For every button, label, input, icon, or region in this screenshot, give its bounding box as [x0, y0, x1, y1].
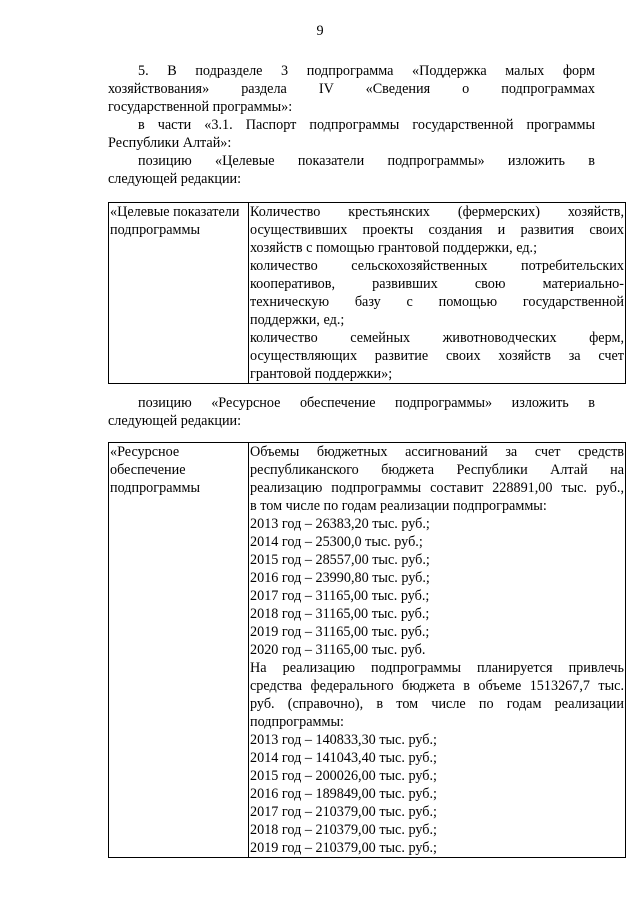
resources-line: в том числе по годам реализации подпрограммы: [250, 498, 547, 514]
resources-federal-year-line: 2013 год – 140833,30 тыс. руб.; [250, 732, 437, 748]
resources-year-line: 2019 год – 31165,00 тыс. руб.; [250, 624, 430, 640]
targets-value-cell [249, 203, 626, 384]
item5-line-2: хозяйствования» раздела IV «Сведения о подпрограммах [108, 81, 595, 97]
resources-line: На реализацию подпрограммы планируется привлечь [250, 660, 624, 676]
item5-line-1: 5. В подразделе 3 подпрограмма «Поддержка малых форм [138, 63, 595, 79]
resources-federal-year-line: 2018 год – 210379,00 тыс. руб.; [250, 822, 437, 838]
item5-paragraph [108, 62, 595, 116]
targets-label-cell [109, 203, 249, 384]
resources-label-cell [109, 443, 249, 858]
resources-federal-year-line: 2014 год – 141043,40 тыс. руб.; [250, 750, 437, 766]
resources-line: реализацию подпрограммы составит 228891,00 тыс. руб., [250, 480, 624, 496]
position-resources-line-2: следующей редакции: [108, 413, 242, 429]
targets-line: техническую базу с помощью государственной [250, 294, 624, 310]
part-paragraph [108, 116, 595, 152]
resources-year-line: 2014 год – 25300,0 тыс. руб.; [250, 534, 423, 550]
resources-federal-year-line: 2017 год – 210379,00 тыс. руб.; [250, 804, 437, 820]
targets-table [108, 202, 626, 384]
resources-line: подпрограммы: [250, 714, 344, 730]
position-resources-paragraph [108, 394, 595, 430]
targets-line: грантовой поддержки»; [250, 366, 393, 382]
targets-line: осуществляющих развитие своих хозяйств за счет [250, 348, 624, 364]
resources-label-line: «Ресурсное [110, 444, 180, 460]
targets-line: количество сельскохозяйственных потребительских [250, 258, 624, 274]
resources-year-line: 2013 год – 26383,20 тыс. руб.; [250, 516, 430, 532]
targets-line: поддержки, ед.; [250, 312, 345, 328]
position-targets-line-1: позицию «Целевые показатели подпрограммы» изложить в [138, 153, 595, 169]
page-number: 9 [316, 23, 324, 39]
resources-label-line: подпрограммы [110, 480, 200, 496]
targets-line: Количество крестьянских (фермерских) хозяйств, [250, 204, 624, 220]
resources-federal-year-line: 2015 год – 200026,00 тыс. руб.; [250, 768, 437, 784]
resources-federal-year-line: 2016 год – 189849,00 тыс. руб.; [250, 786, 437, 802]
resources-table-row [109, 443, 626, 858]
resources-line: Объемы бюджетных ассигнований за счет средств [250, 444, 624, 460]
part-line-1: в части «3.1. Паспорт подпрограммы государственной программы [138, 117, 595, 133]
targets-line: количество семейных животноводческих ферм, [250, 330, 624, 346]
resources-year-line: 2020 год – 31165,00 тыс. руб. [250, 642, 426, 658]
position-targets-paragraph [108, 152, 595, 188]
part-line-2: Республики Алтай»: [108, 135, 232, 151]
targets-line: кооперативов, развивших свою материально- [250, 276, 624, 292]
resources-line: средства федерального бюджета в объеме 1513267,7 тыс. [250, 678, 624, 694]
resources-year-line: 2018 год – 31165,00 тыс. руб.; [250, 606, 430, 622]
resources-table [108, 442, 626, 858]
resources-line: республиканского бюджета Республики Алтай на [250, 462, 624, 478]
targets-label: «Целевые показатели подпрограммы [110, 204, 240, 238]
resources-line: руб. (справочно), в том числе по годам реализации [250, 696, 624, 712]
resources-year-line: 2017 год – 31165,00 тыс. руб.; [250, 588, 430, 604]
position-resources-line-1: позицию «Ресурсное обеспечение подпрограммы» изложить в [138, 395, 595, 411]
position-targets-line-2: следующей редакции: [108, 171, 242, 187]
resources-value-cell [249, 443, 626, 858]
resources-label-line: обеспечение [110, 462, 186, 478]
targets-table-row [109, 203, 626, 384]
targets-line: осуществивших проекты создания и развития своих [250, 222, 624, 238]
targets-line: хозяйств с помощью грантовой поддержки, ед.; [250, 240, 538, 256]
resources-federal-year-line: 2019 год – 210379,00 тыс. руб.; [250, 840, 437, 856]
item5-line-3: государственной программы»: [108, 99, 293, 115]
resources-year-line: 2016 год – 23990,80 тыс. руб.; [250, 570, 430, 586]
resources-year-line: 2015 год – 28557,00 тыс. руб.; [250, 552, 430, 568]
